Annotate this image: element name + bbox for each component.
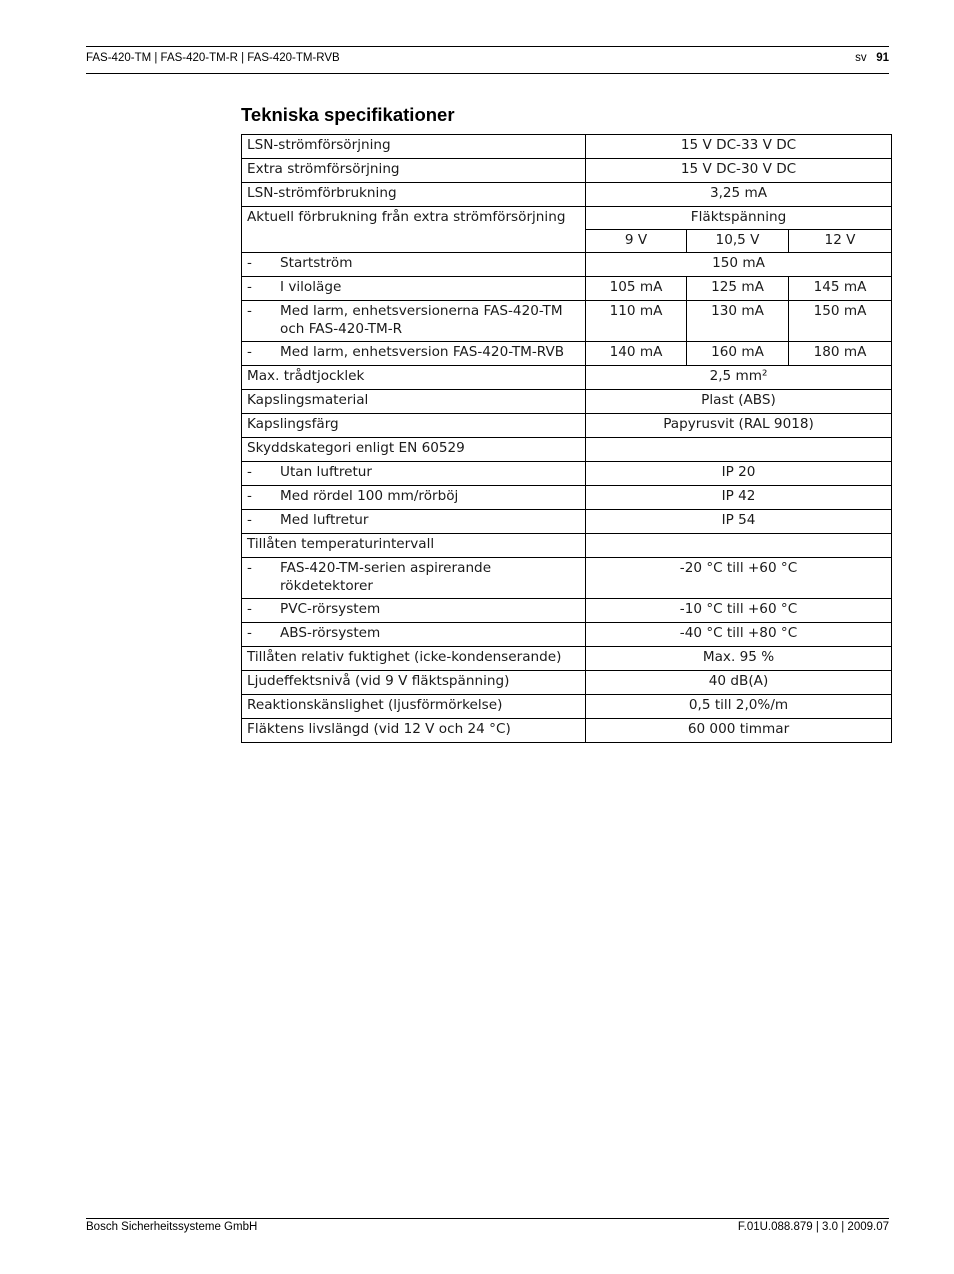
- table-row: [242, 366, 892, 390]
- sub-label: PVC-rörsystem: [280, 601, 381, 617]
- table-row: [242, 207, 892, 230]
- row-label: Reaktionskänslighet (ljusförmörkelse): [242, 695, 586, 719]
- row-label: LSN-strömförbrukning: [242, 183, 586, 207]
- table-row: [242, 647, 892, 671]
- list-dash: -: [247, 625, 252, 641]
- table-row: [242, 486, 892, 510]
- row-label: Aktuell förbrukning från extra strömförsörjning: [242, 207, 586, 253]
- row-value: 110 mA: [586, 301, 687, 342]
- list-dash: -: [247, 303, 252, 319]
- row-label: [242, 599, 586, 623]
- row-value: 180 mA: [789, 342, 892, 366]
- list-dash: -: [247, 344, 252, 360]
- row-value: 105 mA: [586, 277, 687, 301]
- sub-label: Med larm, enhetsversion FAS-420-TM-RVB: [280, 344, 565, 360]
- list-dash: -: [247, 488, 252, 504]
- row-value: 15 V DC-30 V DC: [586, 159, 892, 183]
- list-dash: -: [247, 560, 252, 576]
- row-value: 130 mA: [687, 301, 789, 342]
- row-label: [242, 277, 586, 301]
- row-value: Max. 95 %: [586, 647, 892, 671]
- row-value-empty: [586, 438, 892, 462]
- list-dash: -: [247, 601, 252, 617]
- row-value: -10 °C till +60 °C: [586, 599, 892, 623]
- footer-rule: [86, 1218, 889, 1219]
- row-label: [242, 301, 586, 342]
- section-title: Tekniska specifikationer: [241, 104, 455, 125]
- table-row: [242, 253, 892, 277]
- row-value: 125 mA: [687, 277, 789, 301]
- table-row: [242, 558, 892, 599]
- row-label: [242, 510, 586, 534]
- row-label: Skyddskategori enligt EN 60529: [242, 438, 586, 462]
- header-bottom-rule: [86, 73, 889, 74]
- row-label: [242, 342, 586, 366]
- spec-table: [241, 134, 892, 743]
- row-value: 40 dB(A): [586, 671, 892, 695]
- sub-label: Med rördel 100 mm/rörböj: [280, 488, 459, 504]
- row-label: Fläktens livslängd (vid 12 V och 24 °C): [242, 719, 586, 743]
- row-value: 15 V DC-33 V DC: [586, 135, 892, 159]
- row-value: 3,25 mA: [586, 183, 892, 207]
- voltage-header: 9 V: [586, 230, 687, 253]
- voltage-header: 10,5 V: [687, 230, 789, 253]
- header-page-number: 91: [876, 52, 889, 64]
- row-label: Kapslingsfärg: [242, 414, 586, 438]
- row-value: 160 mA: [687, 342, 789, 366]
- row-value: 150 mA: [586, 253, 892, 277]
- table-row: [242, 277, 892, 301]
- header-models: FAS-420-TM | FAS-420-TM-R | FAS-420-TM-RVB: [86, 52, 340, 64]
- sub-label: Startström: [280, 255, 353, 271]
- row-label: Tillåten relativ fuktighet (icke-kondenserande): [242, 647, 586, 671]
- row-label: [242, 486, 586, 510]
- table-row: [242, 671, 892, 695]
- list-dash: -: [247, 464, 252, 480]
- row-label: Max. trådtjocklek: [242, 366, 586, 390]
- table-row: [242, 414, 892, 438]
- row-label: [242, 462, 586, 486]
- row-label: Kapslingsmaterial: [242, 390, 586, 414]
- table-row: [242, 510, 892, 534]
- table-row: [242, 534, 892, 558]
- row-label: [242, 253, 586, 277]
- row-label: [242, 558, 586, 599]
- row-value: 150 mA: [789, 301, 892, 342]
- table-row: [242, 390, 892, 414]
- sub-label: ABS-rörsystem: [280, 625, 381, 641]
- row-value: 60 000 timmar: [586, 719, 892, 743]
- table-row: [242, 342, 892, 366]
- sub-label: FAS-420-TM-serien aspirerande rökdetektorer: [280, 560, 492, 594]
- row-value: IP 42: [586, 486, 892, 510]
- header-top-rule: [86, 46, 889, 47]
- table-row: [242, 438, 892, 462]
- row-value: 140 mA: [586, 342, 687, 366]
- table-row: [242, 183, 892, 207]
- table-row: [242, 159, 892, 183]
- list-dash: -: [247, 279, 252, 295]
- footer-doc-id: F.01U.088.879 | 3.0 | 2009.07: [737, 1221, 889, 1233]
- sub-label: Med larm, enhetsversionerna FAS-420-TM och FAS-420-TM-R: [280, 303, 563, 337]
- list-dash: -: [247, 255, 252, 271]
- table-row: [242, 301, 892, 342]
- table-row: [242, 719, 892, 743]
- group-header: Fläktspänning: [586, 207, 892, 230]
- header-lang: sv: [855, 52, 867, 64]
- sub-label: I viloläge: [280, 279, 342, 295]
- row-value: IP 20: [586, 462, 892, 486]
- row-value-empty: [586, 534, 892, 558]
- row-value: 0,5 till 2,0%/m: [586, 695, 892, 719]
- table-row: [242, 695, 892, 719]
- row-value: Papyrusvit (RAL 9018): [586, 414, 892, 438]
- sub-label: Utan luftretur: [280, 464, 373, 480]
- table-row: [242, 599, 892, 623]
- table-row: [242, 135, 892, 159]
- header-page: [855, 52, 889, 64]
- sub-label: Med luftretur: [280, 512, 369, 528]
- row-value: -20 °C till +60 °C: [586, 558, 892, 599]
- row-label: LSN-strömförsörjning: [242, 135, 586, 159]
- table-row: [242, 462, 892, 486]
- row-label: [242, 623, 586, 647]
- list-dash: -: [247, 512, 252, 528]
- row-value: -40 °C till +80 °C: [586, 623, 892, 647]
- table-row: [242, 623, 892, 647]
- row-label: Extra strömförsörjning: [242, 159, 586, 183]
- voltage-header: 12 V: [789, 230, 892, 253]
- row-value: 145 mA: [789, 277, 892, 301]
- row-value: Plast (ABS): [586, 390, 892, 414]
- footer-company: Bosch Sicherheitssysteme GmbH: [86, 1221, 258, 1233]
- row-label: Tillåten temperaturintervall: [242, 534, 586, 558]
- row-value: 2,5 mm²: [586, 366, 892, 390]
- row-value: IP 54: [586, 510, 892, 534]
- row-label: Ljudeffektsnivå (vid 9 V fläktspänning): [242, 671, 586, 695]
